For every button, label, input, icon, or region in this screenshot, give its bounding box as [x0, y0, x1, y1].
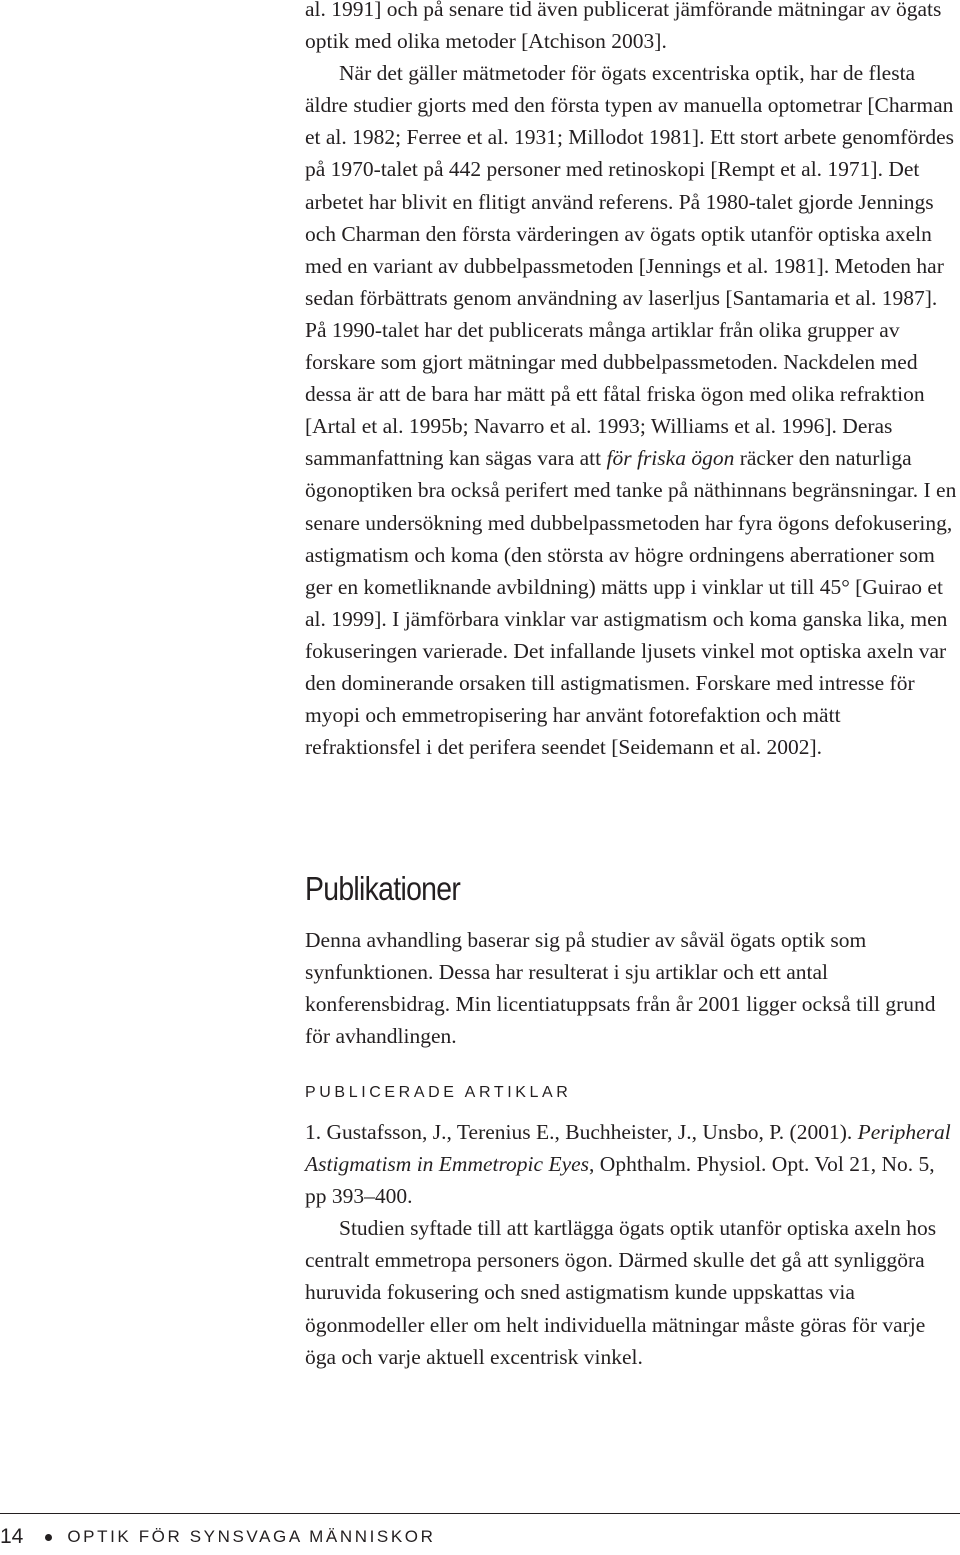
page-footer: [0, 1513, 960, 1555]
emphasized-text: för friska ögon: [606, 446, 735, 471]
page-number: 14: [0, 1525, 24, 1548]
article-summary: Studien syftade till att kartlägga ögats optik utanför optiska axeln hos centralt emmetropa personers ögon. Därmed skulle det gå att synliggöra huruvida fokusering och sned astigmatism kunde uppskattas via ögonmodeller eller om helt individuella mätningar måste göras för varje öga och varje aktuell excentrisk vinkel.: [305, 1216, 937, 1369]
footer-line: [0, 1525, 436, 1549]
paragraph-text: räcker den naturliga ögonoptiken bra också perifert med tanke på näthinnans begränsningar. I en senare undersökning med dubbelpassmetoden har fyra ögons defokusering, astigmatism och koma (den största av högre ordningens aberrationer som ger en kometliknande avbildning) mätts upp i vinklar ut till 45° [Guirao et al. 1999]. I jämförbara vinklar var astigmatism och koma ganska lika, men fokuseringen varierade. Det infallande ljusets vinkel mot optiska axeln var den dominerande orsaken till astigmatismen. Forskare med intresse för myopi och emmetropisering har använt fotorefaktion och mätt refraktionsfel i det perifera seendet [Seidemann et al. 2002].: [305, 446, 957, 760]
footer-rule: [0, 1513, 960, 1514]
paragraph: Denna avhandling baserar sig på studier av såväl ögats optik som synfunktionen. Dessa har resulterat i sju artiklar och ett antal konferensbidrag. Min licentiatuppsats från år 2001 ligger också till grund för avhandlingen.: [305, 928, 936, 1049]
section-heading: Publikationer: [305, 870, 461, 907]
running-title: OPTIK FÖR SYNSVAGA MÄNNISKOR: [67, 1527, 436, 1546]
paragraph-text: När det gäller mätmetoder för ögats excentriska optik, har de flesta äldre studier gjorts med den första typen av manuella optometrar [Charman et al. 1982; Ferree et al. 1931; Millodot 1981]. Ett stort arbete genomfördes på 1970-talet på 442 personer med retinoskopi [Rempt et al. 1971]. Det arbetet har blivit en flitigt använd referens. På 1980-talet gjorde Jennings och Charman den första värderingen av ögats optik utanför optiska axeln med en variant av dubbelpassmetoden [Jennings et al. 1981]. Metoden har sedan förbättrats genom användning av laserljus [Santamaria et al. 1987]. På 1990-talet har det publicerats många artiklar från olika grupper av forskare som gjort mätningar med dubbelpassmetoden. Nackdelen med dessa är att de bara har mätt på ett fåtal friska ögon med olika refraktion [Artal et al. 1995b; Navarro et al. 1993; Williams et al. 1996]. Deras sammanfattning kan sägas vara att: [305, 61, 955, 471]
subsection-heading: PUBLICERADE ARTIKLAR: [305, 1084, 572, 1101]
citation-authors: 1. Gustafsson, J., Terenius E., Buchheister, J., Unsbo, P. (2001).: [305, 1120, 853, 1144]
article-entry: [305, 1116, 957, 1373]
paragraph: al. 1991] och på senare tid även publicerat jämförande mätningar av ögats optik med olika metoder [Atchison 2003].: [305, 0, 942, 54]
section-intro: [305, 924, 957, 1052]
citation-title: Peripheral Astigmatism in Emmetropic Eyes: [305, 1120, 951, 1177]
citation: [305, 1116, 957, 1212]
paragraph: [305, 57, 957, 763]
bullet-icon: [45, 1534, 52, 1541]
citation-source: , Ophthalm. Physiol. Opt. Vol 21, No. 5, pp 393–400.: [305, 1152, 935, 1209]
body-text: [305, 0, 957, 763]
